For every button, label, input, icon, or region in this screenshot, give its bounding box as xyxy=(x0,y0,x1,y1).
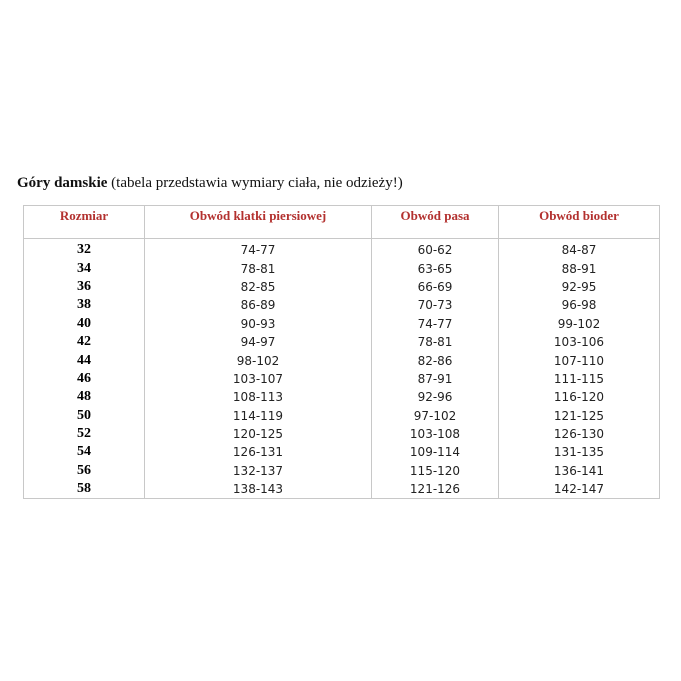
cell-chest: 138-143 xyxy=(145,480,372,499)
cell-waist: 115-120 xyxy=(372,462,499,480)
caption-note: (tabela przedstawia wymiary ciała, nie odzieży!) xyxy=(107,175,403,191)
table-row xyxy=(24,315,660,333)
cell-hips: 131-135 xyxy=(499,443,660,461)
table-row xyxy=(24,443,660,461)
cell-size: 44 xyxy=(24,351,145,369)
size-chart-table xyxy=(23,205,660,499)
cell-chest: 114-119 xyxy=(145,407,372,425)
cell-hips: 96-98 xyxy=(499,296,660,314)
cell-size: 42 xyxy=(24,333,145,351)
cell-chest: 90-93 xyxy=(145,315,372,333)
cell-waist: 92-96 xyxy=(372,388,499,406)
cell-hips: 103-106 xyxy=(499,333,660,351)
cell-waist: 121-126 xyxy=(372,480,499,499)
cell-size: 46 xyxy=(24,370,145,388)
table-row xyxy=(24,351,660,369)
cell-chest: 126-131 xyxy=(145,443,372,461)
cell-hips: 92-95 xyxy=(499,278,660,296)
cell-size: 54 xyxy=(24,443,145,461)
cell-waist: 97-102 xyxy=(372,407,499,425)
table-row xyxy=(24,370,660,388)
cell-hips: 107-110 xyxy=(499,351,660,369)
table-row xyxy=(24,296,660,314)
table-row xyxy=(24,480,660,499)
cell-chest: 86-89 xyxy=(145,296,372,314)
cell-hips: 142-147 xyxy=(499,480,660,499)
table-row xyxy=(24,462,660,480)
cell-waist: 74-77 xyxy=(372,315,499,333)
cell-size: 52 xyxy=(24,425,145,443)
table-row xyxy=(24,425,660,443)
cell-size: 48 xyxy=(24,388,145,406)
cell-waist: 82-86 xyxy=(372,351,499,369)
table-row xyxy=(24,259,660,277)
cell-hips: 84-87 xyxy=(499,239,660,260)
cell-chest: 120-125 xyxy=(145,425,372,443)
cell-size: 36 xyxy=(24,278,145,296)
table-body xyxy=(24,239,660,499)
cell-waist: 109-114 xyxy=(372,443,499,461)
header-waist: Obwód pasa xyxy=(372,206,499,239)
cell-size: 40 xyxy=(24,315,145,333)
table-row xyxy=(24,278,660,296)
cell-size: 56 xyxy=(24,462,145,480)
cell-chest: 94-97 xyxy=(145,333,372,351)
cell-waist: 60-62 xyxy=(372,239,499,260)
header-size: Rozmiar xyxy=(24,206,145,239)
table-row xyxy=(24,407,660,425)
cell-chest: 108-113 xyxy=(145,388,372,406)
cell-hips: 126-130 xyxy=(499,425,660,443)
cell-size: 32 xyxy=(24,239,145,260)
cell-chest: 82-85 xyxy=(145,278,372,296)
caption-title: Góry damskie xyxy=(17,175,108,191)
cell-waist: 103-108 xyxy=(372,425,499,443)
cell-waist: 87-91 xyxy=(372,370,499,388)
cell-size: 38 xyxy=(24,296,145,314)
cell-chest: 98-102 xyxy=(145,351,372,369)
cell-hips: 136-141 xyxy=(499,462,660,480)
cell-hips: 99-102 xyxy=(499,315,660,333)
cell-size: 58 xyxy=(24,480,145,499)
cell-chest: 78-81 xyxy=(145,259,372,277)
cell-hips: 121-125 xyxy=(499,407,660,425)
cell-chest: 132-137 xyxy=(145,462,372,480)
header-row xyxy=(24,206,660,239)
table-row xyxy=(24,388,660,406)
cell-size: 34 xyxy=(24,259,145,277)
cell-chest: 103-107 xyxy=(145,370,372,388)
cell-waist: 63-65 xyxy=(372,259,499,277)
cell-hips: 88-91 xyxy=(499,259,660,277)
cell-waist: 78-81 xyxy=(372,333,499,351)
cell-waist: 70-73 xyxy=(372,296,499,314)
header-hips: Obwód bioder xyxy=(499,206,660,239)
cell-size: 50 xyxy=(24,407,145,425)
table-row xyxy=(24,239,660,260)
table-row xyxy=(24,333,660,351)
header-chest: Obwód klatki piersiowej xyxy=(145,206,372,239)
cell-hips: 111-115 xyxy=(499,370,660,388)
table-caption xyxy=(17,175,403,192)
cell-chest: 74-77 xyxy=(145,239,372,260)
cell-hips: 116-120 xyxy=(499,388,660,406)
cell-waist: 66-69 xyxy=(372,278,499,296)
